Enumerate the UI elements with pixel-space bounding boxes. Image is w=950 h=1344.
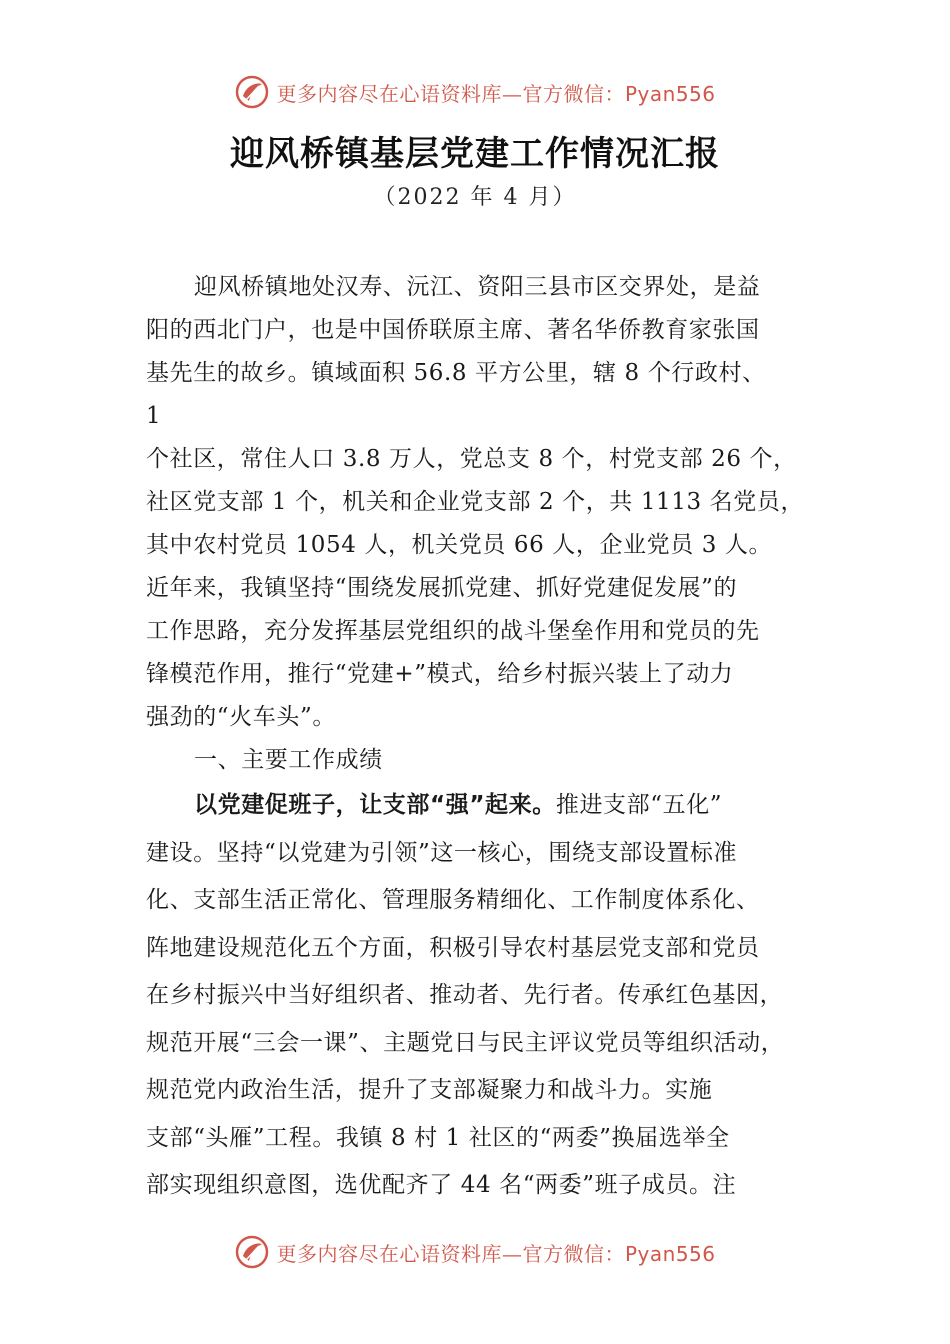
header-watermark — [0, 72, 950, 112]
paragraph-line: 规范党内政治生活，提升了支部凝聚力和战斗力。实施 — [146, 1077, 713, 1103]
document-date: （2022 年 4 月） — [373, 185, 577, 210]
watermark-label: 更多内容尽在心语资料库—官方微信： — [276, 81, 625, 106]
paragraph-line: 规范开展“三会一课”、主题党日与民主评议党员等组织活动， — [146, 1029, 785, 1056]
paragraph-line: 化、支部生活正常化、管理服务精细化、工作制度体系化、 — [146, 887, 760, 913]
paragraph-line: 迎风桥镇地处汉寿、沅江、资阳三县市区交界处，是益 — [194, 274, 761, 300]
watermark-wechat-id: Pyan556 — [624, 81, 716, 106]
sub-heading-line — [146, 782, 838, 830]
paragraph-line: 社区党支部 1 个，机关和企业党支部 2 个，共 1113 名党员， — [146, 489, 805, 515]
paragraph-line: 个社区，常住人口 3.8 万人，党总支 8 个，村党支部 26 个， — [146, 446, 797, 472]
watermark-label: 更多内容尽在心语资料库—官方微信： — [276, 1241, 625, 1266]
paragraph-line: 锋模范作用，推行“党建+”模式，给乡村振兴装上了动力 — [146, 661, 734, 687]
footer-watermark — [0, 1232, 950, 1272]
section-heading: 一、主要工作成绩 — [194, 747, 383, 773]
paragraph-line: 近年来，我镇坚持“围绕发展抓党建、抓好党建促发展”的 — [146, 575, 738, 601]
paragraph-line: 在乡村振兴中当好组织者、推动者、先行者。传承红色基因， — [146, 982, 784, 1008]
paragraph-line: 基先生的故乡。镇域面积 56.8 平方公里，辖 8 个行政村、 — [146, 360, 766, 386]
sub-heading-rest: 推进支部“五化” — [555, 792, 723, 818]
paragraph-line: 阳的西北门户，也是中国侨联原主席、著名华侨教育家张国 — [146, 317, 760, 343]
document-title: 迎风桥镇基层党建工作情况汇报 — [230, 134, 720, 174]
paragraph-line: 阵地建设规范化五个方面，积极引导农村基层党支部和党员 — [146, 934, 760, 961]
paragraph-line: 1 — [146, 403, 162, 429]
watermark-text — [276, 78, 715, 107]
paragraph-line: 工作思路，充分发挥基层党组织的战斗堡垒作用和党员的先 — [146, 618, 760, 644]
logo-icon — [234, 1234, 270, 1270]
watermark-wechat-id: Pyan556 — [624, 1241, 716, 1266]
logo-icon — [234, 74, 270, 110]
paragraph-line: 强劲的“火车头”。 — [146, 704, 336, 730]
document-body — [146, 266, 838, 1210]
paragraph-line: 建设。坚持“以党建为引领”这一核心，围绕支部设置标准 — [146, 839, 738, 866]
paragraph-line: 其中农村党员 1054 人，机关党员 66 人，企业党员 3 人。 — [146, 532, 773, 558]
paragraph-line: 支部“头雁”工程。我镇 8 村 1 社区的“两委”换届选举全 — [146, 1124, 730, 1151]
watermark-text — [276, 1238, 715, 1267]
paragraph-line: 部实现组织意图，选优配齐了 44 名“两委”班子成员。注 — [146, 1172, 737, 1198]
sub-heading-bold: 以党建促班子，让支部“强”起来。 — [194, 792, 556, 818]
